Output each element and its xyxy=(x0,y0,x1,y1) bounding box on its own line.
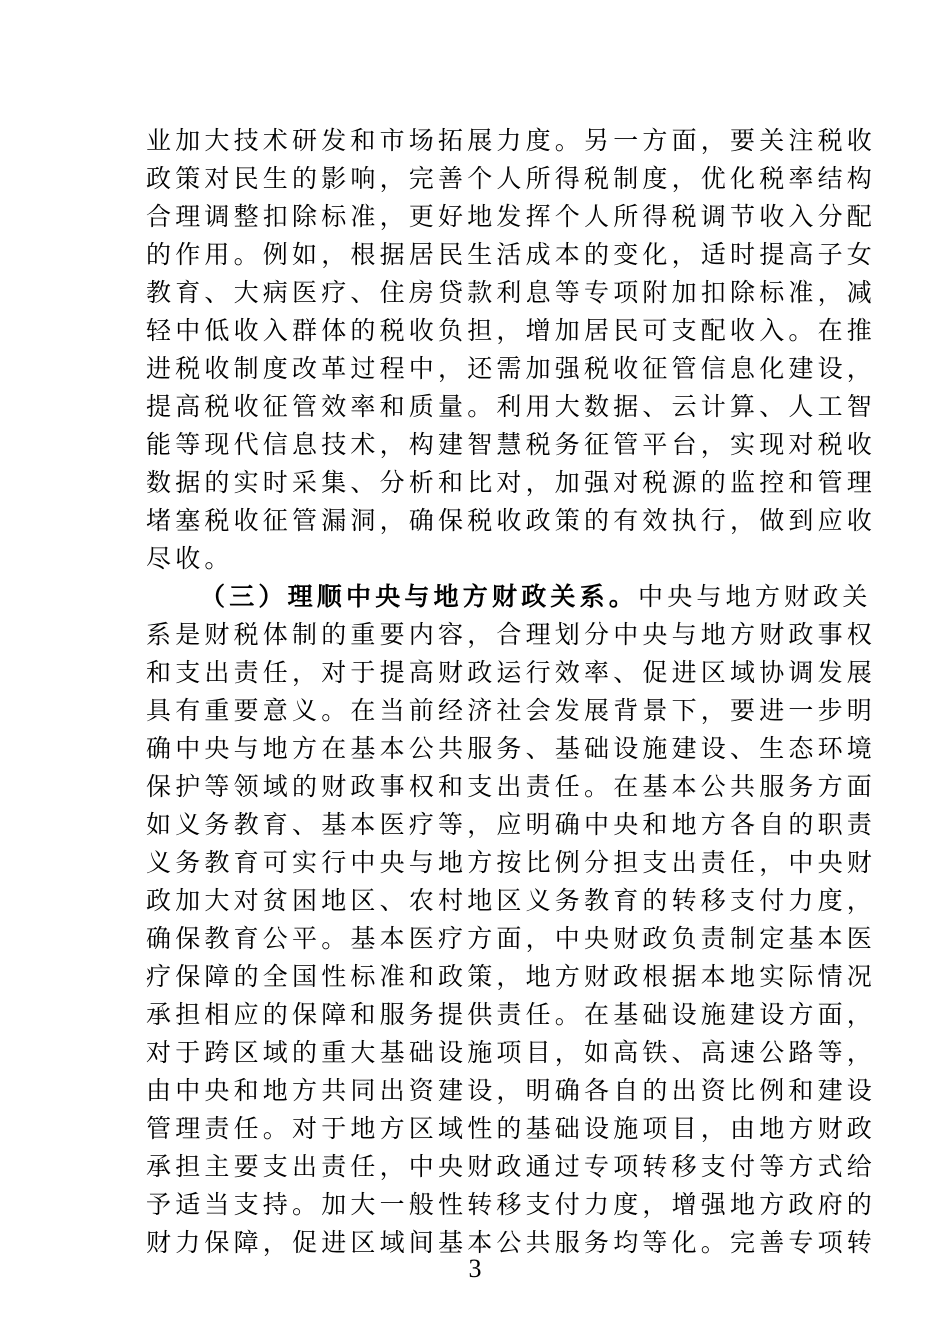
section-first-line xyxy=(200,578,872,616)
section-first-line-text: 中央与地方财政关 xyxy=(638,582,872,611)
paragraph-line: 财力保障，促进区域间基本公共服务均等化。完善专项转 xyxy=(146,1228,877,1257)
paragraph-line: 合理调整扣除标准，更好地发挥个人所得税调节收入分配 xyxy=(146,202,877,231)
paragraph-line: 具有重要意义。在当前经济社会发展背景下，要进一步明 xyxy=(146,696,877,725)
paragraph-line: 系是财税体制的重要内容，合理划分中央与地方财政事权 xyxy=(146,620,877,649)
paragraph-line: 能等现代信息技术，构建智慧税务征管平台，实现对税收 xyxy=(146,430,877,459)
paragraph-line: 义务教育可实行中央与地方按比例分担支出责任，中央财 xyxy=(146,848,877,877)
page-number: 3 xyxy=(468,1254,482,1283)
paragraph-line: 对于跨区域的重大基础设施项目，如高铁、高速公路等， xyxy=(146,1038,877,1067)
paragraph-line: 尽收。 xyxy=(146,544,234,573)
paragraph-line: 进税收制度改革过程中，还需加强税收征管信息化建设， xyxy=(146,354,877,383)
paragraph-line: 承担相应的保障和服务提供责任。在基础设施建设方面， xyxy=(146,1000,877,1029)
paragraph-line: 政加大对贫困地区、农村地区义务教育的转移支付力度， xyxy=(146,886,877,915)
paragraph-line: 由中央和地方共同出资建设，明确各自的出资比例和建设 xyxy=(146,1076,877,1105)
paragraph-line: 提高税收征管效率和质量。利用大数据、云计算、人工智 xyxy=(146,392,877,421)
paragraph-line: 承担主要支出责任，中央财政通过专项转移支付等方式给 xyxy=(146,1152,877,1181)
paragraph-line: 管理责任。对于地方区域性的基础设施项目，由地方财政 xyxy=(146,1114,877,1143)
paragraph-line: 政策对民生的影响，完善个人所得税制度，优化税率结构 xyxy=(146,164,877,193)
paragraph-line: 确保教育公平。基本医疗方面，中央财政负责制定基本医 xyxy=(146,924,877,953)
paragraph-line: 堵塞税收征管漏洞，确保税收政策的有效执行，做到应收 xyxy=(146,506,877,535)
paragraph-line: 疗保障的全国性标准和政策，地方财政根据本地实际情况 xyxy=(146,962,877,991)
paragraph-line: 和支出责任，对于提高财政运行效率、促进区域协调发展 xyxy=(146,658,877,687)
paragraph-line: 教育、大病医疗、住房贷款利息等专项附加扣除标准，减 xyxy=(146,278,877,307)
paragraph-line: 如义务教育、基本医疗等，应明确中央和地方各自的职责 xyxy=(146,810,877,839)
paragraph-line: 予适当支持。加大一般性转移支付力度，增强地方政府的 xyxy=(146,1190,877,1219)
section-heading: （三）理顺中央与地方财政关系。 xyxy=(200,582,639,611)
paragraph-line: 轻中低收入群体的税收负担，增加居民可支配收入。在推 xyxy=(146,316,877,345)
paragraph-line: 的作用。例如，根据居民生活成本的变化，适时提高子女 xyxy=(146,240,877,269)
paragraph-line: 业加大技术研发和市场拓展力度。另一方面，要关注税收 xyxy=(146,126,877,155)
paragraph-line: 数据的实时采集、分析和比对，加强对税源的监控和管理 xyxy=(146,468,877,497)
paragraph-line: 保护等领域的财政事权和支出责任。在基本公共服务方面 xyxy=(146,772,877,801)
paragraph-line: 确中央与地方在基本公共服务、基础设施建设、生态环境 xyxy=(146,734,877,763)
